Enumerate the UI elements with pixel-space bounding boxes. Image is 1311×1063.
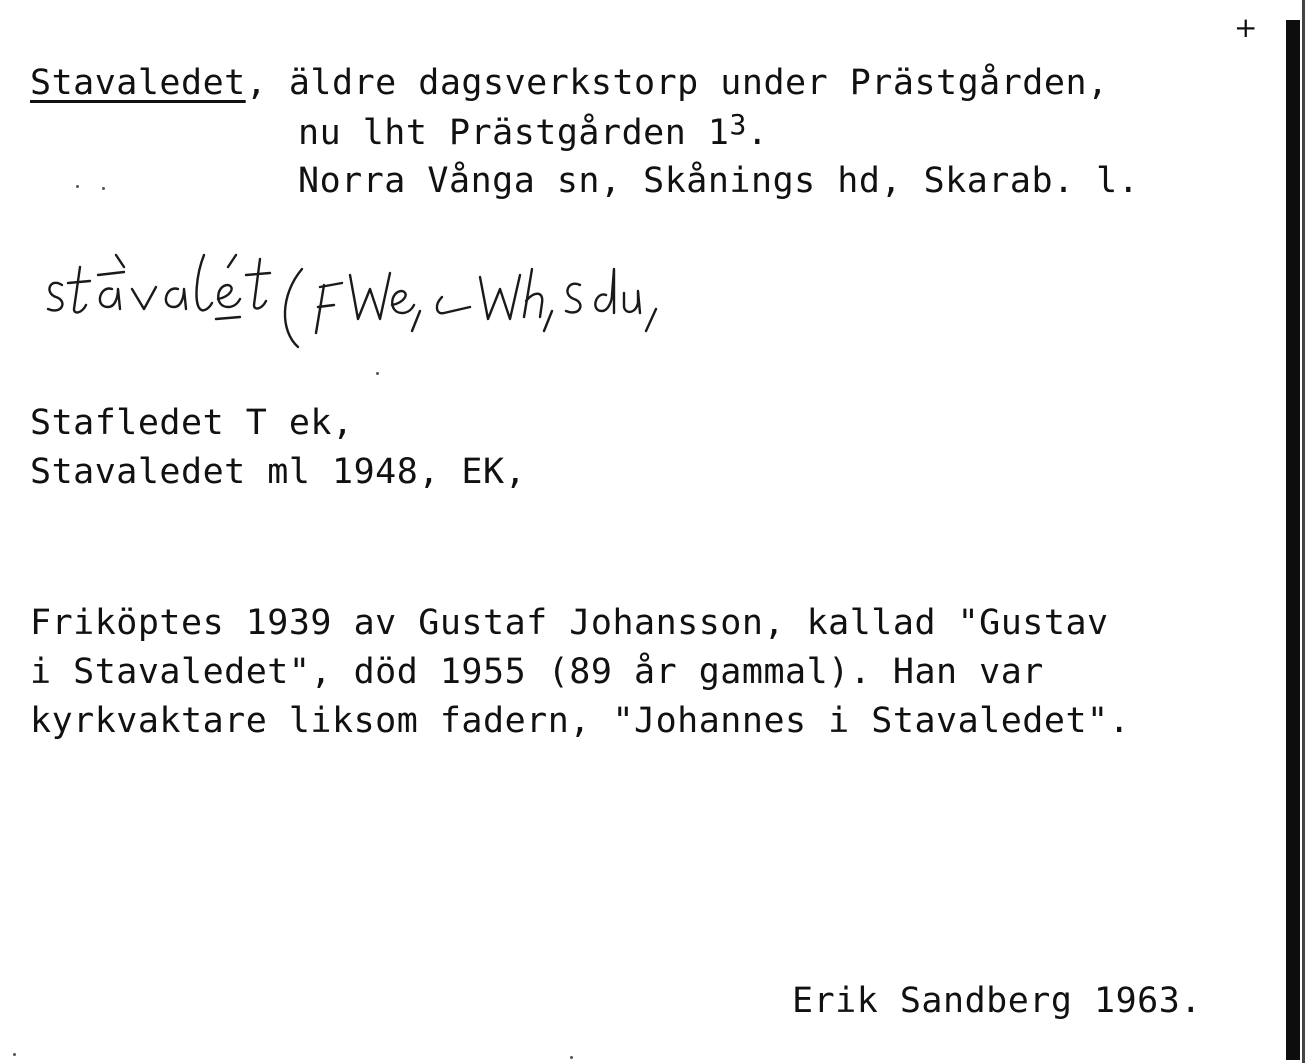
header-line-3: Norra Vånga sn, Skånings hd, Skarab. l. xyxy=(298,161,1140,201)
paragraph-line-3: kyrkvaktare liksom fadern, "Johannes i Stavaledet". xyxy=(30,701,1131,741)
handwritten-note xyxy=(40,245,940,355)
header-line-1-rest: , äldre dagsverkstorp under Prästgården, xyxy=(245,63,1109,103)
card-edge-line xyxy=(1302,0,1305,1063)
headword: Stavaledet xyxy=(30,63,246,103)
scan-speck xyxy=(102,187,105,190)
paragraph-line-1: Friköptes 1939 av Gustaf Johansson, kallad "Gustav xyxy=(30,603,1109,643)
scan-speck xyxy=(570,1056,573,1059)
header-line-2-end: . xyxy=(746,113,769,153)
header-line-2-superscript: 3 xyxy=(729,108,747,141)
scan-speck xyxy=(376,372,379,375)
header-line-1 xyxy=(30,63,1109,103)
header-line-2 xyxy=(298,108,769,153)
corner-mark: + xyxy=(1234,11,1258,44)
scan-speck xyxy=(13,1053,16,1056)
form-line-1: Stafledet T ek, xyxy=(30,403,354,443)
paragraph-line-2: i Stavaledet", död 1955 (89 år gammal). Han var xyxy=(30,652,1044,692)
signature: Erik Sandberg 1963. xyxy=(792,981,1202,1021)
form-line-2: Stavaledet ml 1948, EK, xyxy=(30,452,527,492)
scan-speck xyxy=(76,185,79,188)
header-line-2-text: nu lht Prästgården 1 xyxy=(298,113,730,153)
card-edge-shadow xyxy=(1286,20,1300,1060)
